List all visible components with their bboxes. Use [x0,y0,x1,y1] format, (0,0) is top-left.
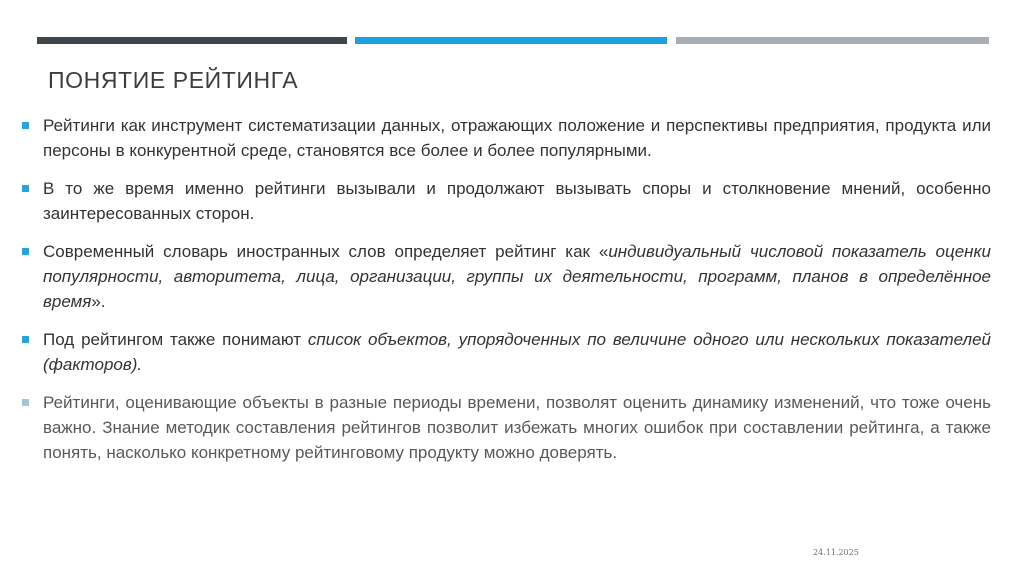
bullet-item [16,113,991,163]
bullet-list [16,113,991,478]
header-bar-gray [676,37,989,44]
header-bar-dark [37,37,347,44]
square-bullet-icon [22,399,29,406]
bullet-text: Современный словарь иностранных слов определяет рейтинг как «индивидуальный числовой показатель оценки популярности, авторитета, лица, организации, группы их деятельности, программ, планов в определённое время». [43,242,992,311]
definition-quote: индивидуальный числовой показатель оценки популярности, авторитета, лица, организации, группы их деятельности, программ, планов в определённое время [43,242,992,311]
square-bullet-icon [22,122,29,129]
header-bars [37,37,989,44]
bullet-item [16,239,991,314]
bullet-text: Рейтинги, оценивающие объекты в разные периоды времени, позволят оценить динамику изменений, что тоже очень важно. Знание методик составления рейтингов позволит избежать многих ошибок при составлении рейтинга, а также понять, насколько конкретному рейтинговому продукту можно доверять. [43,393,991,462]
bullet-item [16,176,991,226]
definition-emphasis: список объектов, упорядоченных по величине одного или нескольких показателей (факторов). [43,330,991,374]
square-bullet-icon [22,185,29,192]
bullet-text: В то же время именно рейтинги вызывали и продолжают вызывать споры и столкновение мнений, особенно заинтересованных сторон. [43,179,991,223]
slide-date: 24.11.2025 [813,548,859,557]
bullet-item [16,390,991,465]
bullet-text: Рейтинги как инструмент систематизации данных, отражающих положение и перспективы предприятия, продукта или персоны в конкурентной среде, становятся все более и более популярными. [43,116,991,160]
square-bullet-icon [22,248,29,255]
bullet-item [16,327,991,377]
bullet-text: Под рейтингом также понимают список объектов, упорядоченных по величине одного или нескольких показателей (факторов). [43,330,991,374]
header-bar-blue [355,37,667,44]
slide-title: ПОНЯТИЕ РЕЙТИНГА [48,67,299,93]
square-bullet-icon [22,336,29,343]
